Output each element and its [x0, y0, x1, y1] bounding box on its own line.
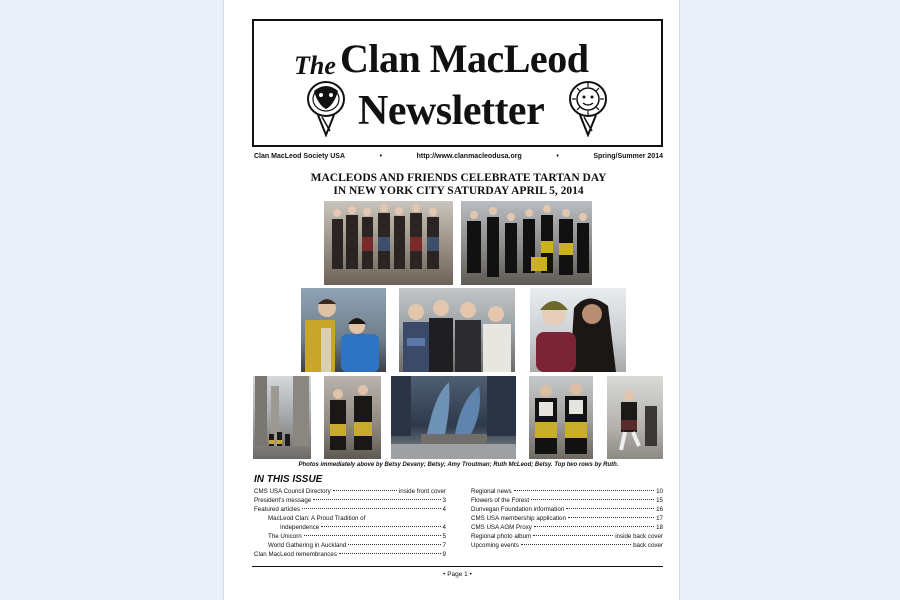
toc-leader-dots [521, 544, 631, 545]
toc-entry [254, 496, 446, 505]
toc-entry-page: inside back cover [615, 533, 663, 540]
masthead-the: The [294, 51, 336, 80]
in-this-issue-heading: IN THIS ISSUE [254, 474, 323, 485]
photo-couple-tartan [301, 288, 386, 372]
bullet-separator: • [556, 152, 559, 160]
toc-entry [254, 523, 446, 532]
footer-rule [252, 566, 663, 567]
toc-leader-dots [302, 508, 440, 509]
photo-pipe-band-row1-right [461, 201, 592, 285]
toc-entry-page: 3 [442, 497, 446, 504]
toc-entry-title: CMS USA Council Directory [254, 488, 331, 495]
toc-leader-dots [533, 535, 613, 536]
headline-line1: MACLEODS AND FRIENDS CELEBRATE TARTAN DAY [310, 172, 607, 184]
photo-sculpture-plaza [391, 376, 516, 459]
toc-entry [471, 505, 663, 514]
toc-right-column [471, 487, 663, 550]
bullet-separator: • [379, 152, 383, 160]
toc-leader-dots [339, 553, 441, 554]
toc-entry [254, 532, 446, 541]
toc-entry-page: 9 [442, 551, 446, 558]
toc-entry-title: The Unicorn [268, 533, 302, 540]
photo-two-pipers [529, 376, 593, 459]
toc-entry-page: inside front cover [398, 488, 446, 495]
toc-entry-page: 10 [656, 488, 663, 495]
society-name: Clan MacLeod Society USA [254, 152, 346, 160]
toc-entry [254, 487, 446, 496]
toc-entry-page: 4 [442, 524, 446, 531]
toc-entry [471, 496, 663, 505]
toc-entry [471, 541, 663, 550]
website-link[interactable]: http://www.clanmacleodusa.org [416, 152, 522, 160]
toc-entry-page: 18 [656, 524, 663, 531]
photo-caption: Photos immediately above by Betsy Devany; Betsy; Amy Troutman; Ruth McLeod; Betsy. Top two rows by Ruth. [298, 462, 619, 468]
issue-date: Spring/Summer 2014 [593, 152, 663, 160]
page-number: • Page 1 • [443, 571, 472, 578]
toc-entry-title: World Gathering in Auckland [268, 542, 347, 549]
toc-leader-dots [348, 544, 440, 545]
toc-entry-page: 7 [442, 542, 446, 549]
toc-entry-title: Flowers of the Forest [471, 497, 530, 504]
toc-entry-page: 17 [656, 515, 663, 522]
toc-entry [254, 541, 446, 550]
toc-entry [471, 532, 663, 541]
bull-head-crest-icon [304, 79, 348, 137]
toc-entry-title: CMS USA AGM Proxy [471, 524, 532, 531]
toc-entry [254, 550, 446, 559]
toc-leader-dots [313, 499, 440, 500]
toc-entry-title: Regional photo album [471, 533, 532, 540]
toc-leader-dots [304, 535, 441, 536]
newsletter-page [223, 0, 680, 600]
masthead-title-line2: Newsletter [358, 88, 545, 134]
toc-left-column [254, 487, 446, 559]
toc-entry-page: back cover [633, 542, 663, 549]
photo-woman-with-baby [530, 288, 626, 372]
toc-entry-page: 16 [656, 506, 663, 513]
toc-entry-title: Regional news [471, 488, 512, 495]
toc-entry [254, 505, 446, 514]
photo-city-street-parade [253, 376, 311, 459]
toc-entry-page: 5 [442, 533, 446, 540]
toc-leader-dots [566, 508, 654, 509]
toc-entry [254, 514, 446, 523]
toc-entry-title: Dunvegan Foundation information [471, 506, 565, 513]
toc-entry-page: 4 [442, 506, 446, 513]
masthead [252, 19, 663, 147]
toc-entry-page: 15 [656, 497, 663, 504]
toc-entry [471, 523, 663, 532]
toc-leader-dots [514, 490, 655, 491]
toc-leader-dots [531, 499, 654, 500]
toc-leader-dots [321, 526, 440, 527]
toc-entry-title: Upcoming events [471, 542, 519, 549]
headline [254, 172, 663, 198]
photo-group-tartan-row1-left [324, 201, 453, 285]
photo-four-men [399, 288, 515, 372]
toc-leader-dots [534, 526, 654, 527]
toc-entry-title: MacLeod Clan: A Proud Tradition of [268, 515, 366, 522]
toc-leader-dots [568, 517, 654, 518]
toc-entry-title: Clan MacLeod remembrances [254, 551, 337, 558]
toc-leader-dots [333, 490, 397, 491]
photo-bagpiper [324, 376, 381, 459]
toc-entry-title: Featured articles [254, 506, 301, 513]
toc-entry-title: President's message [254, 497, 312, 504]
info-line [254, 150, 663, 162]
toc-entry-title: CMS USA membership application [471, 515, 566, 522]
toc-entry [471, 514, 663, 523]
headline-line2: IN NEW YORK CITY SATURDAY APRIL 5, 2014 [333, 185, 584, 197]
toc-entry-title: Independence [280, 524, 320, 531]
sun-face-crest-icon [566, 79, 610, 137]
photo-highland-dancer [607, 376, 663, 459]
masthead-title-line1: Clan MacLeod [340, 36, 589, 81]
toc-entry [471, 487, 663, 496]
